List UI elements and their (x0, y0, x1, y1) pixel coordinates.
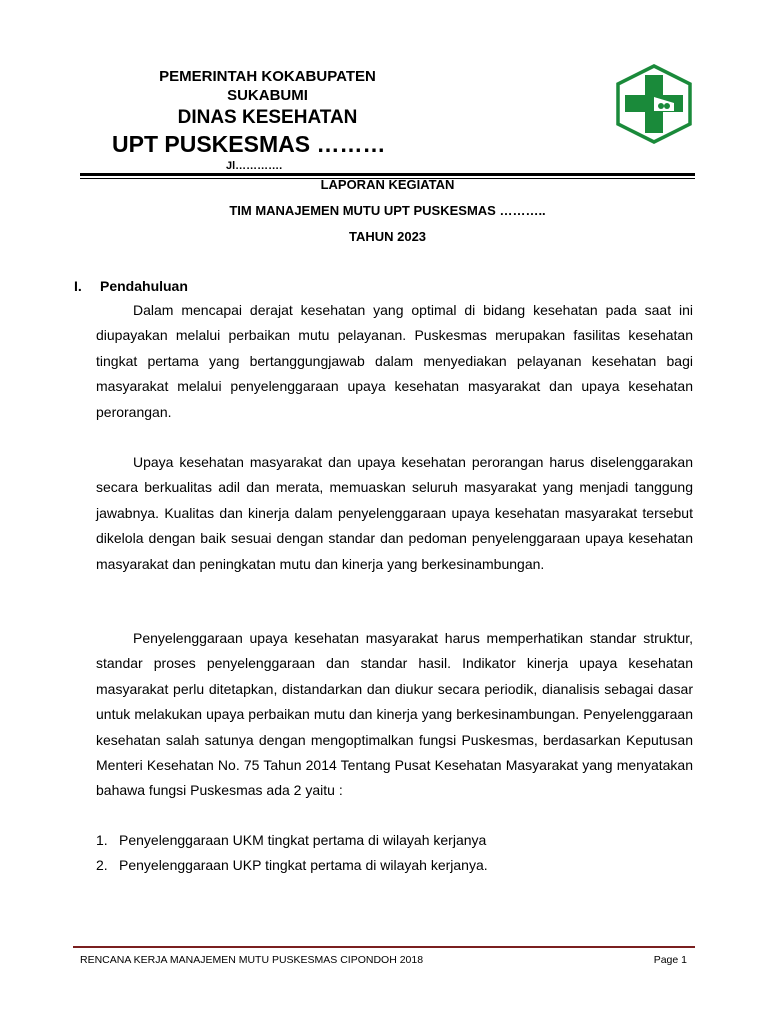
report-team: TIM MANAJEMEN MUTU UPT PUSKESMAS ……….. (229, 203, 546, 218)
regency-name: SUKABUMI (227, 87, 308, 104)
list-item-text: Penyelenggaraan UKP tingkat pertama di wilayah kerjanya. (119, 857, 488, 873)
page-number: Page 1 (653, 954, 687, 966)
section-heading (74, 278, 188, 294)
section-title: Pendahuluan (100, 278, 188, 294)
address: Jl…………. (226, 160, 283, 172)
paragraph-2: Upaya kesehatan masyarakat dan upaya kesehatan perorangan harus diselenggarakan secara berkualitas adil dan merata, memuaskan seluruh masyarakat yang menjadi tanggung jawabnya. Kualitas dan kinerja dalam penyelenggaraan upaya kesehatan masyarakat tersebut dikelola dengan baik sesuai dengan standar dan pedoman penyelenggaraan upaya kesehatan masyarakat dan peningkatan mutu dan kinerja yang berkesinambungan. (96, 454, 693, 572)
list-item-number: 2. (96, 857, 108, 873)
page-footer (80, 953, 687, 967)
paragraph-1: Dalam mencapai derajat kesehatan yang optimal di bidang kesehatan pada saat ini diupayakan melalui perbaikan mutu pelayanan. Puskesmas merupakan fasilitas kesehatan tingkat pertama yang bertanggungjawab dalam menyediakan pelayanan kesehatan bagi masyarakat melalui penyelenggaraan upaya kesehatan masyarakat dan upaya kesehatan perorangan. (96, 302, 693, 420)
header-rule-thick (80, 173, 695, 176)
department-name: DINAS KESEHATAN (177, 107, 358, 128)
government-name: PEMERINTAH KOKABUPATEN (159, 68, 376, 85)
report-year: TAHUN 2023 (348, 229, 427, 244)
list-item (96, 828, 693, 853)
section-number: I. (74, 278, 82, 294)
list-item (96, 853, 693, 878)
paragraph-3: Penyelenggaraan upaya kesehatan masyarakat harus memperhatikan standar struktur, standar proses penyelenggaraan dan standar hasil. Indikator kinerja upaya kesehatan masyarakat perlu ditetapkan, distandarkan dan diukur secara periodik, dianalisis sebagai dasar untuk melakukan upaya perbaikan mutu dan kinerja yang berkesinambungan. Penyelenggaraan kesehatan salah satunya dengan mengoptimalkan fungsi Puskesmas, berdasarkan Keputusan Menteri Kesehatan No. 75 Tahun 2014 Tentang Pusat Kesehatan Masyarakat yang menyatakan bahawa fungsi Puskesmas ada 2 yaitu : (96, 630, 693, 799)
function-list (96, 828, 693, 878)
footer-document-title: RENCANA KERJA MANAJEMEN MUTU PUSKESMAS CIPONDOH 2018 (80, 954, 424, 966)
list-item-number: 1. (96, 832, 108, 848)
report-title: LAPORAN KEGIATAN (320, 177, 455, 192)
puskesmas-logo-icon (614, 63, 694, 145)
unit-name: UPT PUSKESMAS ……… (112, 131, 386, 157)
list-item-text: Penyelenggaraan UKM tingkat pertama di wilayah kerjanya (119, 832, 487, 848)
footer-rule (73, 946, 695, 948)
